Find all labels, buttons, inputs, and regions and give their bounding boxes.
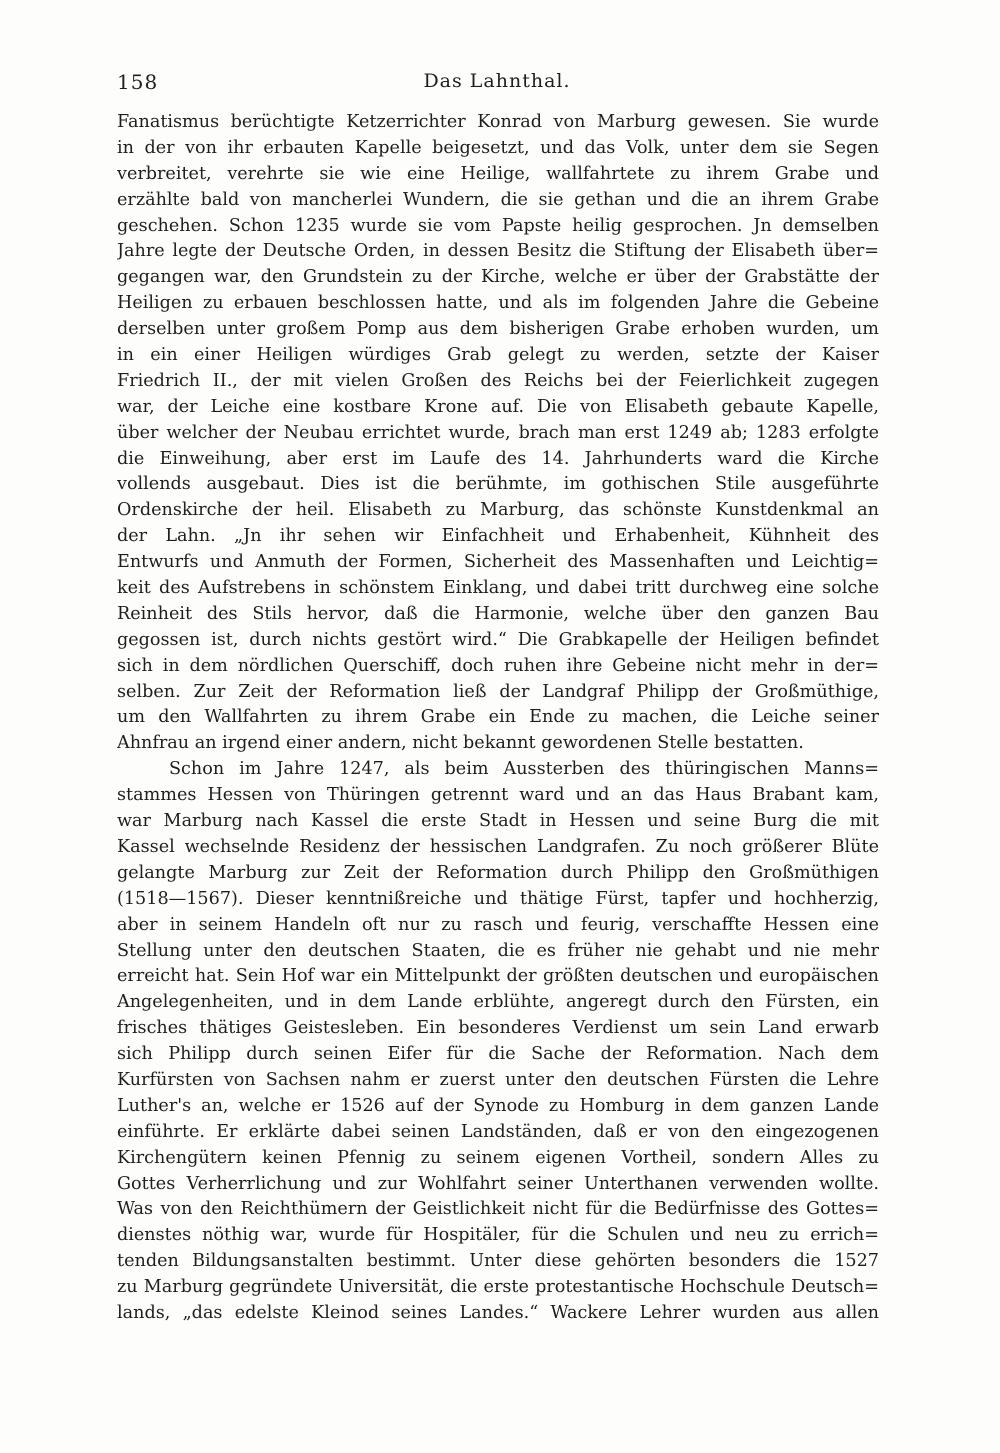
text-line: um den Wallfahrten zu ihrem Grabe ein Ende zu machen, die Leiche seiner: [117, 707, 879, 728]
text-line: keit des Aufstrebens in schönstem Einklang, und dabei tritt durchweg eine solche: [117, 578, 879, 599]
text-line: gegossen ist, durch nichts gestört wird.“ Die Grabkapelle der Heiligen befindet: [117, 629, 879, 650]
text-line: Was von den Reichthümern der Geistlichkeit nicht für die Bedürfnisse des Gottes=: [117, 1199, 879, 1220]
text-line: Heiligen zu erbauen beschlossen hatte, und als im folgenden Jahre die Gebeine: [117, 293, 879, 314]
text-line: zu Marburg gegründete Universität, die erste protestantische Hochschule Deutsch=: [117, 1277, 879, 1298]
text-line: Fanatismus berüchtigte Ketzerrichter Konrad von Marburg gewesen. Sie wurde: [117, 112, 879, 132]
text-line: Stellung unter den deutschen Staaten, die es früher nie gehabt und nie mehr: [117, 940, 879, 961]
page-number: 158: [117, 70, 159, 94]
running-title: Das Lahnthal.: [423, 70, 571, 92]
text-line: Reinheit des Stils hervor, daß die Harmonie, welche über den ganzen Bau: [117, 603, 879, 624]
text-line: Kurfürsten von Sachsen nahm er zuerst unter den deutschen Fürsten die Lehre: [117, 1069, 879, 1090]
text-line: Kirchengütern keinen Pfennig zu seinem eigenen Vortheil, sondern Alles zu: [117, 1147, 879, 1168]
text-line: tenden Bildungsanstalten bestimmt. Unter diese gehörten besonders die 1527: [117, 1251, 879, 1272]
text-line: Ordenskirche der heil. Elisabeth zu Marburg, das schönste Kunstdenkmal an: [117, 500, 879, 521]
text-line: sich in dem nördlichen Querschiff, doch ruhen ihre Gebeine nicht mehr in der=: [117, 655, 879, 676]
text-line: in ein einer Heiligen würdiges Grab gelegt zu werden, setzte der Kaiser: [117, 345, 879, 366]
text-line: war Marburg nach Kassel die erste Stadt in Hessen und seine Burg die mit: [117, 811, 879, 832]
text-line: Luther's an, welche er 1526 auf der Synode zu Homburg in dem ganzen Lande: [117, 1095, 879, 1116]
text-line: der Lahn. „Jn ihr sehen wir Einfachheit und Erhabenheit, Kühnheit des: [117, 526, 879, 547]
text-line: dienstes nöthig war, wurde für Hospitäler, für die Schulen und neu zu errich=: [117, 1225, 879, 1246]
text-line: Angelegenheiten, und in dem Lande erblühte, angeregt durch den Fürsten, ein: [117, 992, 879, 1013]
text-line: gelangte Marburg zur Zeit der Reformation durch Philipp den Großmüthigen: [117, 862, 879, 883]
text-line: stammes Hessen von Thüringen getrennt ward und an das Haus Brabant kam,: [117, 785, 879, 806]
text-line: Jahre legte der Deutsche Orden, in dessen Besitz die Stiftung der Elisabeth über=: [117, 241, 879, 262]
text-line: war, der Leiche eine kostbare Krone auf. Die von Elisabeth gebaute Kapelle,: [117, 396, 879, 417]
text-line: sich Philipp durch seinen Eifer für die Sache der Reformation. Nach dem: [117, 1044, 879, 1065]
text-line: Kassel wechselnde Residenz der hessischen Landgrafen. Zu noch größerer Blüte: [117, 836, 879, 857]
paragraph-start-line: Schon im Jahre 1247, als beim Aussterben des thüringischen Manns=: [169, 759, 879, 780]
text-line: geschehen. Schon 1235 wurde sie vom Papste heilig gesprochen. Jn demselben: [117, 215, 879, 236]
text-line: die Einweihung, aber erst im Laufe des 14. Jahrhunderts ward die Kirche: [117, 448, 879, 469]
text-line: in der von ihr erbauten Kapelle beigesetzt, und das Volk, unter dem sie Segen: [117, 137, 879, 158]
paragraph-end-line: Ahnfrau an irgend einer andern, nicht bekannt gewordenen Stelle bestatten.: [117, 733, 804, 754]
text-line: erreicht hat. Sein Hof war ein Mittelpunkt der größten deutschen und europäischen: [117, 966, 879, 987]
text-line: einführte. Er erklärte dabei seinen Landständen, daß er von den eingezogenen: [117, 1121, 879, 1142]
text-line: Gottes Verherrlichung und zur Wohlfahrt seiner Unterthanen verwenden wollte.: [117, 1173, 879, 1194]
text-line: frisches thätiges Geistesleben. Ein besonderes Verdienst um sein Land erwarb: [117, 1018, 879, 1039]
text-line: derselben unter großem Pomp aus dem bisherigen Grabe erhoben wurden, um: [117, 319, 879, 340]
text-line: gegangen war, den Grundstein zu der Kirche, welche er über der Grabstätte der: [117, 267, 879, 288]
text-line: erzählte bald von mancherlei Wundern, die sie gethan und die an ihrem Grabe: [117, 189, 879, 210]
text-line: lands, „das edelste Kleinod seines Landes.“ Wackere Lehrer wurden aus allen: [117, 1302, 879, 1323]
text-line: vollends ausgebaut. Dies ist die berühmte, im gothischen Stile ausgeführte: [117, 474, 879, 495]
text-line: über welcher der Neubau errichtet wurde, brach man erst 1249 ab; 1283 erfolgte: [117, 422, 879, 443]
text-line: (1518—1567). Dieser kenntnißreiche und thätige Fürst, tapfer und hochherzig,: [117, 888, 879, 909]
body-text: [117, 110, 879, 1327]
text-line: Friedrich II., der mit vielen Großen des Reichs bei der Feierlichkeit zugegen: [117, 370, 879, 391]
text-line: aber in seinem Handeln oft nur zu rasch und feurig, verschaffte Hessen eine: [117, 914, 879, 935]
page-header: [117, 70, 877, 100]
text-line: selben. Zur Zeit der Reformation ließ der Landgraf Philipp der Großmüthige,: [117, 681, 879, 702]
text-line: Entwurfs und Anmuth der Formen, Sicherheit des Massenhaften und Leichtig=: [117, 552, 879, 573]
text-line: verbreitet, verehrte sie wie eine Heilige, wallfahrtete zu ihrem Grabe und: [117, 163, 879, 184]
